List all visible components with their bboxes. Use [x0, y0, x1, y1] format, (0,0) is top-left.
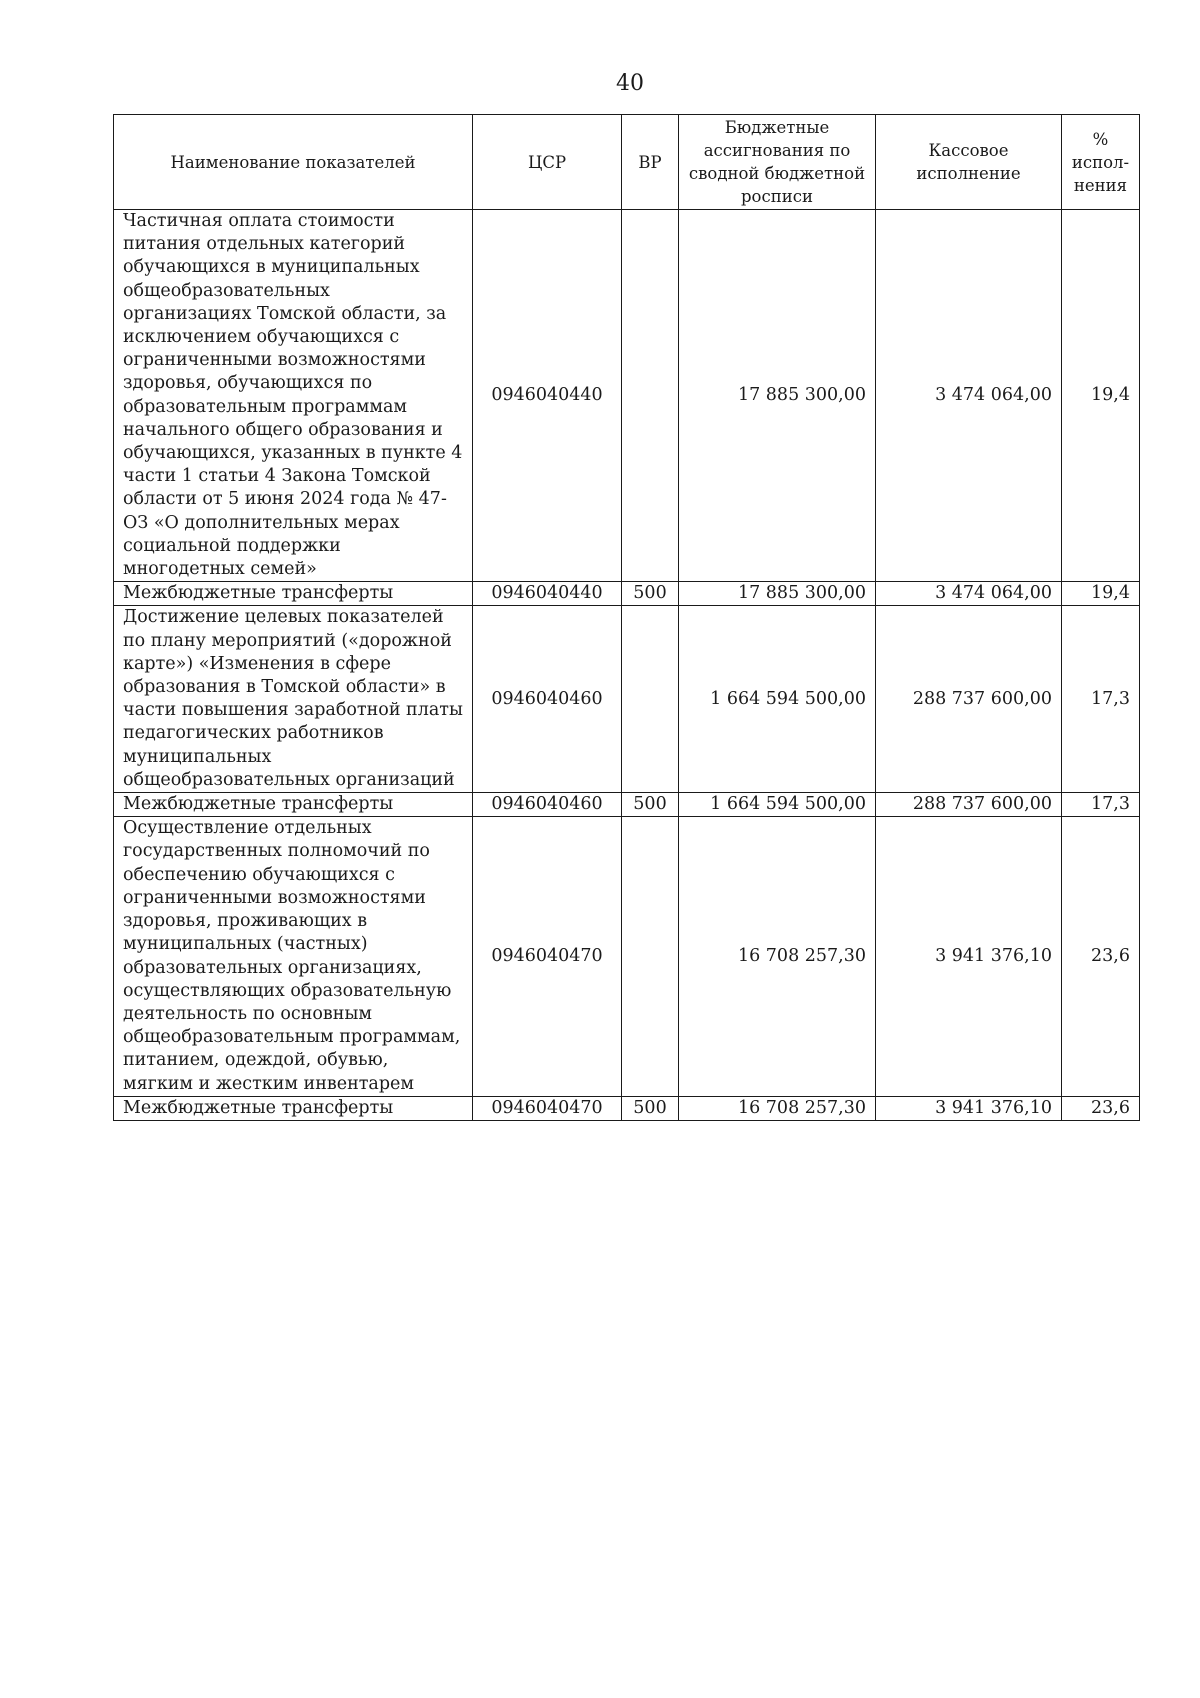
header-budget: Бюджетные ассигнования по сводной бюджетной росписи [679, 115, 876, 210]
table-row [114, 1096, 1140, 1120]
cell-pct: 23,6 [1062, 1096, 1140, 1120]
table-row [114, 210, 1140, 582]
cell-vr [622, 606, 679, 793]
page-number: 40 [616, 71, 644, 96]
cell-budget: 1 664 594 500,00 [679, 606, 876, 793]
cell-pct: 23,6 [1062, 817, 1140, 1096]
cell-budget: 16 708 257,30 [679, 817, 876, 1096]
cell-name: Межбюджетные трансферты [114, 1096, 473, 1120]
table-header-row [114, 115, 1140, 210]
cell-csr: 0946040440 [473, 582, 622, 606]
table-row [114, 582, 1140, 606]
cell-budget: 17 885 300,00 [679, 582, 876, 606]
cell-csr: 0946040470 [473, 817, 622, 1096]
cell-cash: 288 737 600,00 [876, 606, 1062, 793]
table-row [114, 817, 1140, 1096]
cell-name: Осуществление отдельных государственных полномочий по обеспечению обучающихся с ограниченными возможностями здоровья, проживающих в муниципальных (частных) образовательных организациях, осуществляющих образовательную деятельность по основным общеобразовательным программам, питанием, одеждой, обувью, мягким и жестким инвентарем [114, 817, 473, 1096]
cell-cash: 3 474 064,00 [876, 210, 1062, 582]
table-row [114, 606, 1140, 793]
cell-vr: 500 [622, 793, 679, 817]
header-name: Наименование показателей [114, 115, 473, 210]
cell-pct: 19,4 [1062, 582, 1140, 606]
cell-vr [622, 817, 679, 1096]
cell-cash: 288 737 600,00 [876, 793, 1062, 817]
cell-csr: 0946040460 [473, 606, 622, 793]
header-pct: % испол-нения [1062, 115, 1140, 210]
cell-csr: 0946040440 [473, 210, 622, 582]
cell-cash: 3 474 064,00 [876, 582, 1062, 606]
header-vr: ВР [622, 115, 679, 210]
cell-vr [622, 210, 679, 582]
cell-csr: 0946040470 [473, 1096, 622, 1120]
cell-name: Межбюджетные трансферты [114, 582, 473, 606]
cell-budget: 1 664 594 500,00 [679, 793, 876, 817]
cell-pct: 19,4 [1062, 210, 1140, 582]
cell-name: Частичная оплата стоимости питания отдельных категорий обучающихся в муниципальных общеобразовательных организациях Томской области, за исключением обучающихся с ограниченными возможностями здоровья, обучающихся по образовательным программам начального общего образования и обучающихся, указанных в пункте 4 части 1 статьи 4 Закона Томской области от 5 июня 2024 года № 47-ОЗ «О дополнительных мерах социальной поддержки многодетных семей» [114, 210, 473, 582]
cell-pct: 17,3 [1062, 793, 1140, 817]
cell-cash: 3 941 376,10 [876, 1096, 1062, 1120]
budget-table [113, 114, 1140, 1121]
cell-name: Межбюджетные трансферты [114, 793, 473, 817]
cell-vr: 500 [622, 1096, 679, 1120]
cell-budget: 17 885 300,00 [679, 210, 876, 582]
cell-csr: 0946040460 [473, 793, 622, 817]
cell-pct: 17,3 [1062, 606, 1140, 793]
cell-cash: 3 941 376,10 [876, 817, 1062, 1096]
cell-name: Достижение целевых показателей по плану мероприятий («дорожной карте») «Изменения в сфере образования в Томской области» в части повышения заработной платы педагогических работников муниципальных общеобразовательных организаций [114, 606, 473, 793]
header-csr: ЦСР [473, 115, 622, 210]
cell-vr: 500 [622, 582, 679, 606]
header-cash: Кассовое исполнение [876, 115, 1062, 210]
cell-budget: 16 708 257,30 [679, 1096, 876, 1120]
table-row [114, 793, 1140, 817]
